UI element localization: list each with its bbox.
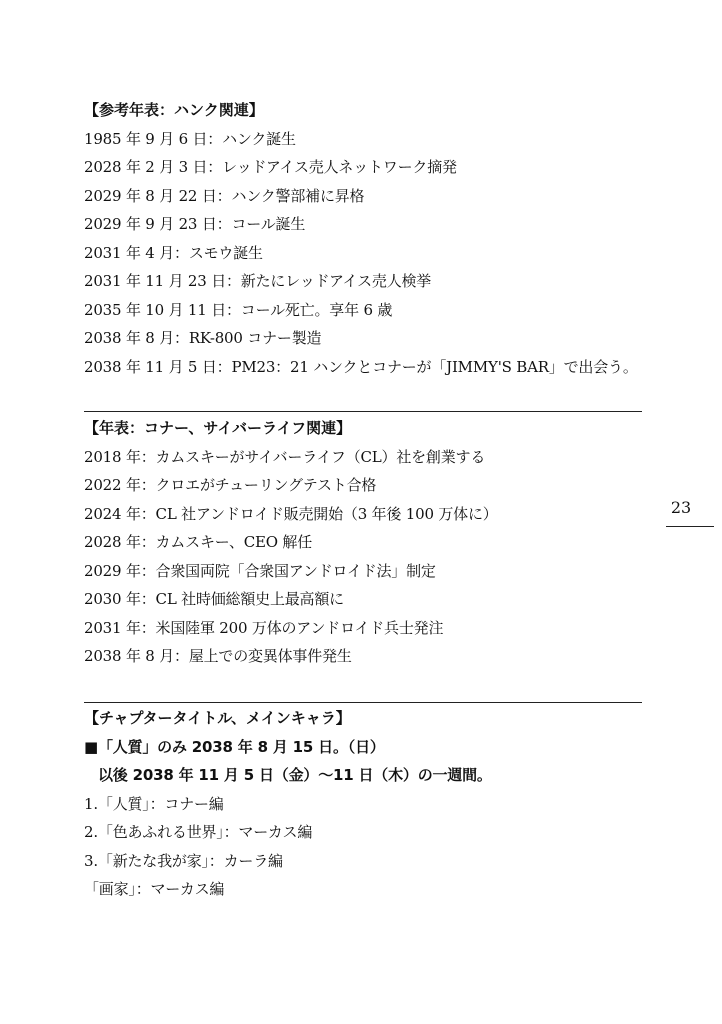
section-connor-timeline (84, 414, 644, 671)
chapter-entry: 3.「新たな我が家」：カーラ編 (84, 851, 283, 870)
timeline-entry: 2029 年：合衆国両院「合衆国アンドロイド法」制定 (84, 561, 436, 580)
chapter-entry: 2.「色あふれる世界」：マーカス編 (84, 823, 313, 841)
timeline-entry: 2028 年 2 月 3 日：レッドアイス売人ネットワーク摘発 (84, 158, 457, 176)
timeline-entry: 2031 年 11 月 23 日：新たにレッドアイス売人検挙 (84, 272, 432, 290)
chapter-entry: 1.「人質」：コナー編 (84, 794, 224, 813)
section-heading: 【年表：コナー、サイバーライフ関連】 (84, 419, 352, 437)
timeline-entry: 2038 年 8 月：屋上での変異体事件発生 (84, 647, 352, 665)
timeline-entry: 2038 年 11 月 5 日：PM23：21 ハンクとコナーが「JIMMY'S BAR」で出会う。 (84, 357, 638, 376)
section-heading: 【参考年表：ハンク関連】 (84, 101, 264, 119)
timeline-entry: 2035 年 10 月 11 日：コール死亡。享年 6 歳 (84, 300, 393, 319)
section-divider (84, 702, 642, 703)
timeline-entry: 2028 年：カムスキー、CEO 解任 (84, 533, 313, 551)
page-number-rule (666, 526, 714, 527)
timeline-entry: 2029 年 9 月 23 日：コール誕生 (84, 215, 306, 233)
section-hank-timeline (84, 96, 644, 381)
timeline-entry: 2018 年：カムスキーがサイバーライフ（CL）社を創業する (84, 447, 486, 466)
section-divider (84, 411, 642, 412)
page-number: 23 (670, 498, 692, 517)
chapter-note: 以後 2038 年 11 月 5 日（金）〜11 日（木）の一週間。 (98, 766, 492, 784)
timeline-entry: 2031 年：米国陸軍 200 万体のアンドロイド兵士発注 (84, 618, 444, 637)
chapter-note: ■「人質」のみ 2038 年 8 月 15 日。（日） (84, 737, 385, 756)
section-heading: 【チャプタータイトル、メインキャラ】 (84, 709, 351, 727)
timeline-entry: 2029 年 8 月 22 日：ハンク警部補に昇格 (84, 186, 365, 205)
chapter-entry: 「画家」：マーカス編 (84, 880, 225, 898)
timeline-entry: 2031 年 4 月：スモウ誕生 (84, 243, 263, 262)
timeline-entry: 2038 年 8 月：RK-800 コナー製造 (84, 329, 322, 347)
section-chapter-titles (84, 704, 644, 904)
timeline-entry: 2024 年：CL 社アンドロイド販売開始（3 年後 100 万体に） (84, 504, 498, 523)
timeline-entry: 1985 年 9 月 6 日：ハンク誕生 (84, 129, 296, 148)
timeline-entry: 2030 年：CL 社時価総額史上最高額に (84, 590, 344, 608)
timeline-entry: 2022 年：クロエがチューリングテスト合格 (84, 476, 377, 494)
